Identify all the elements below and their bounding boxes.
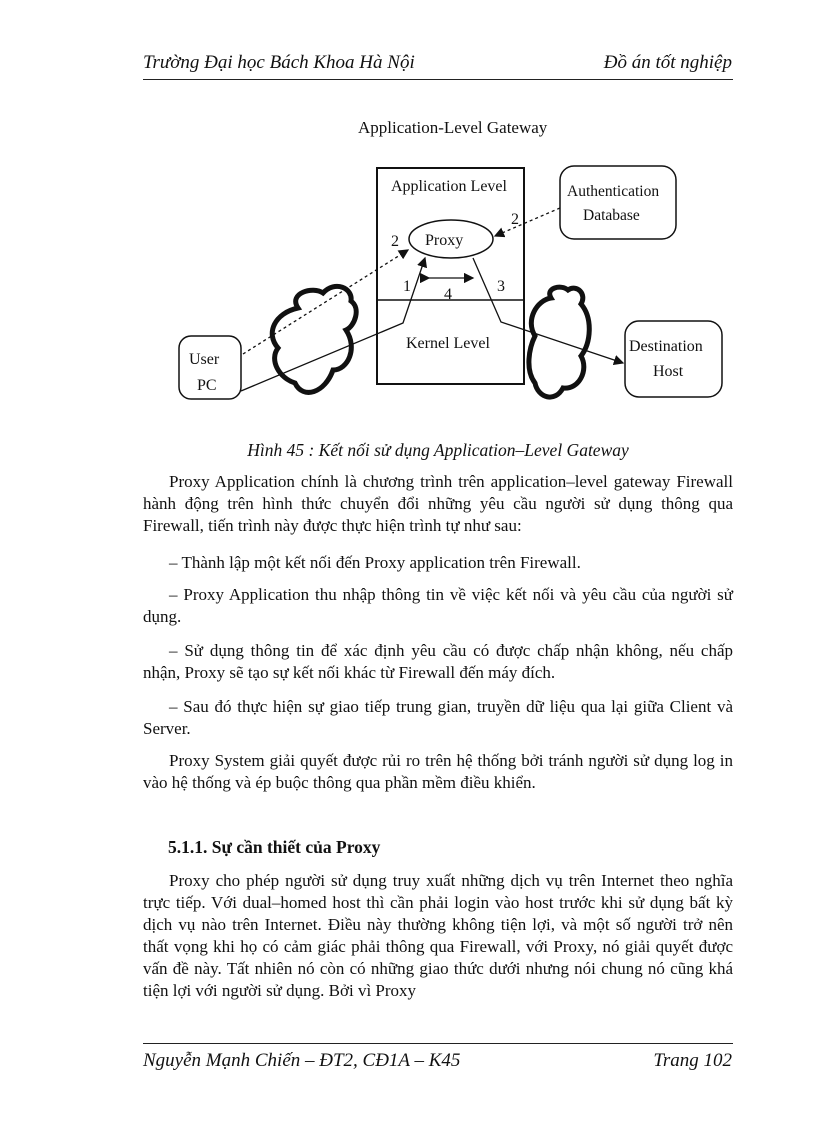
step-label-2-right: 2 (511, 211, 519, 228)
user-pc-line1: User (189, 351, 220, 368)
footer-rule (143, 1043, 733, 1044)
intro-paragraph: Proxy Application chính là chương trình trên application–level gateway Firewall hành động trên hình thức chuyển đổi những yêu cầu người sử dụng thông qua Firewall, tiến trình này được thực hiện trình tự như sau: (143, 472, 733, 535)
header-doc-type: Đồ án tốt nghiệp (603, 52, 732, 73)
header-school: Trường Đại học Bách Khoa Hà Nội (143, 52, 415, 73)
gateway-diagram-svg (163, 108, 733, 430)
application-level-label: Application Level (391, 178, 507, 195)
step-label-1: 1 (403, 278, 411, 295)
gateway-diagram (163, 108, 733, 430)
figure-caption: Hình 45 : Kết nối sử dụng Application–Level Gateway (247, 440, 629, 460)
user-to-proxy-dotted (243, 250, 408, 354)
footer-author: Nguyễn Mạnh Chiến – ĐT2, CĐ1A – K45 (143, 1050, 461, 1071)
step-label-2-left: 2 (391, 233, 399, 250)
step-4-item: – Sau đó thực hiện sự giao tiếp trung gian, truyền dữ liệu qua lại giữa Client và Server. (143, 697, 733, 738)
proxy-to-destination-solid (473, 258, 623, 363)
destination-host-box (625, 321, 722, 397)
auth-database-line2: Database (583, 207, 640, 224)
destination-host-line1: Destination (629, 338, 703, 355)
internal-network-cloud (272, 286, 356, 392)
auth-database-line1: Authentication (567, 183, 660, 200)
step-3-item: – Sử dụng thông tin để xác định yêu cầu có được chấp nhận không, nếu chấp nhận, Proxy sẽ tạo sự kết nối khác từ Firewall đến máy đích. (143, 641, 733, 682)
step-label-3: 3 (497, 278, 505, 295)
auth-to-proxy-dotted (495, 208, 560, 236)
summary-paragraph: Proxy System giải quyết được rủi ro trên hệ thống bởi tránh người sử dụng log in vào hệ thống và ép buộc thông qua phần mềm điều khiển. (143, 751, 733, 792)
auth-database-box (560, 166, 676, 239)
user-pc-line2: PC (197, 377, 217, 394)
footer-page-number: Trang 102 (653, 1050, 732, 1071)
kernel-level-label: Kernel Level (406, 335, 490, 352)
proxy-label: Proxy (425, 232, 464, 249)
destination-host-line2: Host (653, 363, 684, 380)
step-1-item: – Thành lập một kết nối đến Proxy application trên Firewall. (169, 553, 581, 572)
section-heading: 5.1.1. Sự cần thiết của Proxy (168, 837, 381, 857)
header-rule (143, 79, 733, 80)
figure-title: Application-Level Gateway (358, 118, 548, 137)
step-2-item: – Proxy Application thu nhập thông tin về việc kết nối và yêu cầu của người sử dụng. (143, 585, 733, 626)
step-label-4: 4 (444, 286, 452, 303)
section-body: Proxy cho phép người sử dụng truy xuất những dịch vụ trên Internet theo nghĩa trực tiếp. Với dual–homed host thì cần phải login vào host trước khi sử dụng bất kỳ dịch vụ nào trên Internet. Điều này thường không tiện lợi, và một số người trở nên thất vọng khi họ có cảm giác phải thông qua Firewall, với Proxy, nó giải quyết được vấn đề này. Tất nhiên nó còn có những giao thức dưới nhưng nói chung nó cũng khá tiện lợi với người sử dụng. Bởi vì Proxy (143, 871, 733, 1000)
